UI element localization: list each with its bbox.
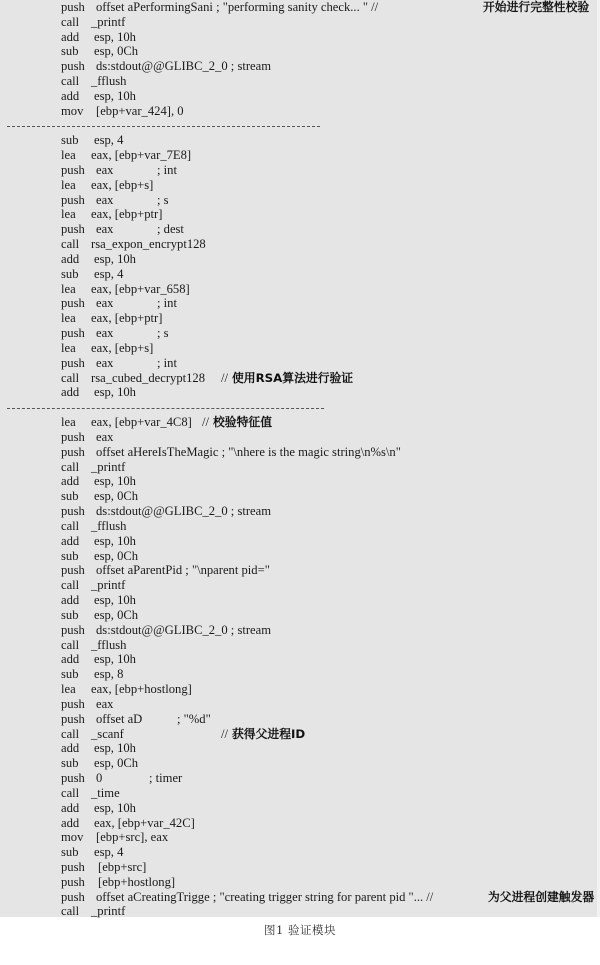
operand: eax, [ebp+s]: [91, 341, 154, 355]
code-comment: //: [202, 415, 209, 429]
opcode: add: [61, 252, 80, 266]
opcode: lea: [61, 282, 76, 296]
operand: esp, 10h: [94, 652, 136, 666]
code-line: [61, 59, 272, 74]
opcode: call: [61, 371, 80, 385]
code-line: [61, 697, 114, 712]
code-line: [61, 207, 163, 222]
opcode: push: [61, 623, 85, 637]
operand: _fflush: [91, 638, 127, 652]
code-line: [61, 489, 139, 504]
code-line: [61, 252, 136, 267]
opcode: push: [61, 59, 85, 73]
code-line: [61, 30, 136, 45]
code-line: [61, 385, 136, 400]
code-line: [61, 890, 595, 905]
operand: offset aPerformingSani ; "performing sanity check... " //: [96, 0, 379, 14]
code-line: [61, 296, 177, 311]
code-line: [61, 786, 120, 801]
operand: esp, 0Ch: [94, 608, 139, 622]
code-line: [61, 44, 139, 59]
operand: esp, 4: [94, 845, 124, 859]
opcode: push: [61, 890, 85, 904]
code-line: [61, 430, 114, 445]
code-line: [61, 311, 163, 326]
opcode: add: [61, 801, 80, 815]
code-line: [61, 816, 195, 831]
operand: esp, 10h: [94, 474, 136, 488]
figure-caption: 图1 验证模块: [264, 923, 336, 937]
opcode: call: [61, 638, 80, 652]
code-line: [61, 608, 139, 623]
opcode: push: [61, 875, 85, 889]
code-comment: //: [221, 371, 228, 385]
opcode: mov: [61, 104, 84, 118]
opcode: sub: [61, 845, 79, 859]
code-comment: ; int: [157, 163, 177, 177]
opcode: push: [61, 771, 85, 785]
operand: ds:stdout@@GLIBC_2_0 ; stream: [96, 504, 272, 518]
code-line: [61, 830, 169, 845]
annotation-note: 为父进程创建触发器: [488, 890, 595, 904]
opcode: lea: [61, 311, 76, 325]
code-line: [61, 712, 211, 727]
operand: eax: [96, 222, 114, 236]
code-line: [61, 0, 590, 15]
code-line: [61, 741, 136, 756]
operand: _printf: [91, 15, 126, 29]
operand: eax, [ebp+ptr]: [91, 311, 163, 325]
operand: [ebp+src], eax: [96, 830, 169, 844]
operand: ds:stdout@@GLIBC_2_0 ; stream: [96, 59, 272, 73]
operand: esp, 0Ch: [94, 756, 139, 770]
operand: offset aHereIsTheMagic ; "\nhere is the magic string\n%s\n": [96, 445, 401, 459]
opcode: push: [61, 0, 85, 14]
opcode: add: [61, 816, 80, 830]
code-line: [61, 222, 184, 237]
code-line: [61, 727, 306, 742]
opcode: lea: [61, 341, 76, 355]
annotation-note: 使用RSA算法进行验证: [232, 371, 354, 385]
operand: eax: [96, 163, 114, 177]
opcode: push: [61, 163, 85, 177]
operand: esp, 0Ch: [94, 549, 139, 563]
code-line: [61, 474, 136, 489]
code-line: [61, 193, 169, 208]
operand: eax: [96, 356, 114, 370]
annotation-note: 开始进行完整性校验: [483, 0, 590, 14]
opcode: call: [61, 904, 80, 918]
code-line: [61, 326, 169, 341]
opcode: sub: [61, 267, 79, 281]
operand: eax: [96, 430, 114, 444]
operand: esp, 10h: [94, 30, 136, 44]
opcode: call: [61, 578, 80, 592]
operand: esp, 10h: [94, 89, 136, 103]
operand: _fflush: [91, 74, 127, 88]
opcode: lea: [61, 148, 76, 162]
opcode: call: [61, 460, 80, 474]
opcode: call: [61, 727, 80, 741]
opcode: lea: [61, 178, 76, 192]
operand: eax: [96, 193, 114, 207]
opcode: push: [61, 356, 85, 370]
code-line: [61, 445, 401, 460]
operand: offset aParentPid ; "\nparent pid=": [96, 563, 270, 577]
code-line: [61, 875, 176, 890]
code-line: [61, 549, 139, 564]
operand: [ebp+var_424], 0: [96, 104, 184, 118]
opcode: push: [61, 430, 85, 444]
operand: eax, [ebp+var_4C8]: [91, 415, 192, 429]
opcode: call: [61, 519, 80, 533]
opcode: push: [61, 504, 85, 518]
operand: 0: [96, 771, 103, 785]
code-comment: ; timer: [149, 771, 183, 785]
opcode: sub: [61, 608, 79, 622]
opcode: call: [61, 15, 80, 29]
code-line: [61, 341, 154, 356]
opcode: add: [61, 30, 80, 44]
opcode: call: [61, 237, 80, 251]
annotation-note: 获得父进程ID: [232, 727, 306, 741]
opcode: add: [61, 534, 80, 548]
code-line: [61, 460, 126, 475]
operand: offset aCreatingTrigge ; "creating trigger string for parent pid "... //: [96, 890, 434, 904]
opcode: push: [61, 563, 85, 577]
code-line: [61, 593, 136, 608]
code-comment: ; int: [157, 296, 177, 310]
operand: esp, 10h: [94, 741, 136, 755]
code-line: [61, 756, 139, 771]
operand: _scanf: [91, 727, 124, 741]
opcode: push: [61, 860, 85, 874]
code-line: [61, 282, 190, 297]
code-line: [61, 623, 272, 638]
opcode: sub: [61, 489, 79, 503]
operand: eax: [96, 326, 114, 340]
code-comment: //: [221, 727, 228, 741]
operand: rsa_cubed_decrypt128: [91, 371, 206, 385]
operand: ds:stdout@@GLIBC_2_0 ; stream: [96, 623, 272, 637]
opcode: add: [61, 652, 80, 666]
opcode: push: [61, 193, 85, 207]
operand: eax, [ebp+var_7E8]: [91, 148, 192, 162]
code-comment: ; dest: [157, 222, 184, 236]
opcode: call: [61, 786, 80, 800]
operand: _fflush: [91, 519, 127, 533]
code-line: [61, 89, 136, 104]
code-comment: ; int: [157, 356, 177, 370]
operand: offset aD: [96, 712, 143, 726]
opcode: add: [61, 385, 80, 399]
code-line: [61, 178, 154, 193]
code-line: [61, 801, 136, 816]
operand: [ebp+src]: [98, 860, 147, 874]
operand: esp, 0Ch: [94, 489, 139, 503]
annotation-note: 校验特征值: [213, 415, 272, 429]
code-line: [61, 845, 124, 860]
code-line: [61, 163, 177, 178]
operand: _printf: [91, 460, 126, 474]
code-line: [61, 504, 272, 519]
code-line: [61, 356, 177, 371]
code-line: [61, 563, 270, 578]
code-line: [61, 371, 354, 386]
code-line: [61, 267, 124, 282]
code-line: [61, 682, 192, 697]
code-line: [61, 652, 136, 667]
code-comment: ; "%d": [177, 712, 211, 726]
code-comment: ; s: [157, 193, 169, 207]
operand: _printf: [91, 578, 126, 592]
opcode: sub: [61, 133, 79, 147]
code-comment: ; s: [157, 326, 169, 340]
section-separator: [7, 408, 324, 409]
opcode: lea: [61, 207, 76, 221]
code-line: [61, 148, 192, 163]
opcode: lea: [61, 682, 76, 696]
operand: eax: [96, 296, 114, 310]
code-line: [61, 667, 124, 682]
code-line: [61, 519, 127, 534]
opcode: sub: [61, 667, 79, 681]
operand: esp, 10h: [94, 593, 136, 607]
section-separator: [7, 126, 320, 127]
code-line: [61, 534, 136, 549]
opcode: add: [61, 593, 80, 607]
code-line: [61, 15, 126, 30]
operand: rsa_expon_encrypt128: [91, 237, 206, 251]
code-line: [61, 104, 184, 119]
code-line: [61, 237, 206, 252]
operand: esp, 10h: [94, 534, 136, 548]
operand: [ebp+hostlong]: [98, 875, 176, 889]
opcode: sub: [61, 44, 79, 58]
code-line: [61, 860, 147, 875]
operand: eax, [ebp+var_42C]: [94, 816, 195, 830]
operand: eax, [ebp+s]: [91, 178, 154, 192]
opcode: mov: [61, 830, 84, 844]
operand: esp, 10h: [94, 801, 136, 815]
operand: eax, [ebp+hostlong]: [91, 682, 192, 696]
operand: _time: [91, 786, 120, 800]
operand: eax: [96, 697, 114, 711]
code-line: [61, 771, 183, 786]
operand: eax, [ebp+ptr]: [91, 207, 163, 221]
operand: esp, 10h: [94, 252, 136, 266]
operand: esp, 10h: [94, 385, 136, 399]
opcode: call: [61, 74, 80, 88]
opcode: add: [61, 474, 80, 488]
opcode: push: [61, 445, 85, 459]
operand: _printf: [91, 904, 126, 918]
code-line: [61, 133, 124, 148]
opcode: sub: [61, 549, 79, 563]
opcode: push: [61, 712, 85, 726]
code-line: [61, 74, 127, 89]
opcode: push: [61, 222, 85, 236]
operand: esp, 4: [94, 133, 124, 147]
operand: esp, 8: [94, 667, 124, 681]
code-line: [61, 578, 126, 593]
operand: esp, 0Ch: [94, 44, 139, 58]
opcode: add: [61, 741, 80, 755]
operand: esp, 4: [94, 267, 124, 281]
opcode: sub: [61, 756, 79, 770]
opcode: push: [61, 326, 85, 340]
opcode: push: [61, 697, 85, 711]
opcode: add: [61, 89, 80, 103]
code-line: [61, 415, 272, 430]
code-line: [61, 638, 127, 653]
opcode: lea: [61, 415, 76, 429]
opcode: push: [61, 296, 85, 310]
operand: eax, [ebp+var_658]: [91, 282, 190, 296]
code-line: [61, 904, 126, 919]
